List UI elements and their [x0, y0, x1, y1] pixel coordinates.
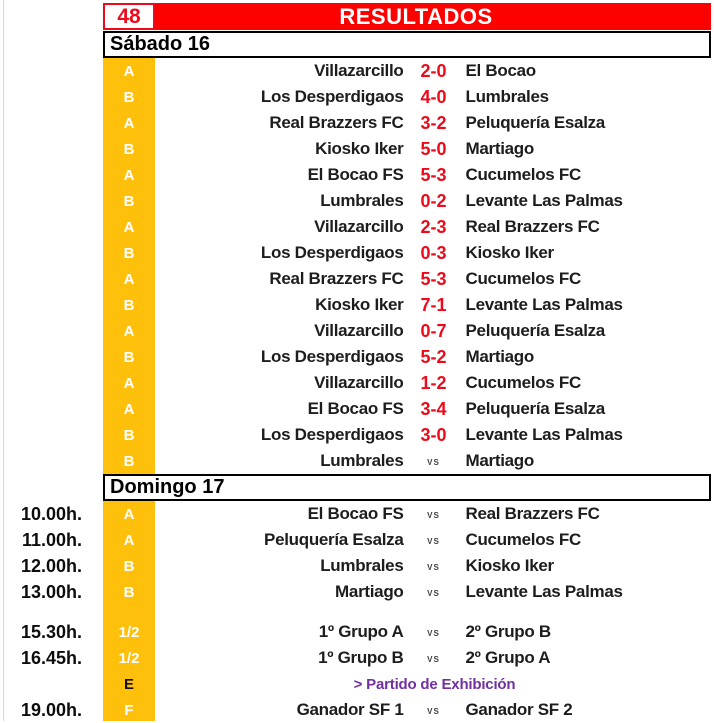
match-row: [0, 58, 714, 84]
group-tag: B: [103, 245, 155, 262]
time-label: 19.00h.: [0, 700, 103, 721]
away-team: Levante Las Palmas: [457, 425, 714, 445]
away-team: Ganador SF 2: [457, 700, 714, 720]
match-cells: [155, 370, 714, 396]
away-team: Lumbrales: [457, 87, 714, 107]
match-cells: [155, 240, 714, 266]
group-tag: A: [103, 115, 155, 132]
group-tag: A: [103, 271, 155, 288]
group-tag: B: [103, 584, 155, 601]
match-cells: [155, 553, 714, 579]
score: vs: [411, 585, 457, 599]
home-team: Los Desperdigaos: [155, 87, 411, 107]
match-cells: [155, 619, 714, 645]
score: 0-2: [411, 191, 457, 212]
match-row: [0, 370, 714, 396]
home-team: Lumbrales: [155, 451, 411, 471]
home-team: Ganador SF 1: [155, 700, 411, 720]
away-team: Kiosko Iker: [457, 556, 714, 576]
match-row: [0, 527, 714, 553]
match-row: [0, 214, 714, 240]
home-team: Los Desperdigaos: [155, 347, 411, 367]
home-team: Real Brazzers FC: [155, 269, 411, 289]
score: 0-3: [411, 243, 457, 264]
away-team: Peluquería Esalza: [457, 321, 714, 341]
away-team: Peluquería Esalza: [457, 399, 714, 419]
home-team: Martiago: [155, 582, 411, 602]
away-team: Martiago: [457, 347, 714, 367]
home-team: Villazarcillo: [155, 217, 411, 237]
group-tag: B: [103, 453, 155, 470]
time-label: 11.00h.: [0, 530, 103, 551]
group-tag: A: [103, 375, 155, 392]
score: vs: [411, 651, 457, 665]
match-cells: [155, 188, 714, 214]
score: 5-3: [411, 165, 457, 186]
home-team: Villazarcillo: [155, 321, 411, 341]
group-tag: A: [103, 532, 155, 549]
match-row: [0, 619, 714, 645]
score: 5-3: [411, 269, 457, 290]
match-row: [0, 136, 714, 162]
match-row: [0, 553, 714, 579]
page-title: RESULTADOS: [155, 3, 711, 30]
match-cells: [155, 58, 714, 84]
sheet-header: [103, 3, 711, 30]
home-team: Peluquería Esalza: [155, 530, 411, 550]
time-label: 16.45h.: [0, 648, 103, 669]
group-tag: B: [103, 349, 155, 366]
home-team: El Bocao FS: [155, 504, 411, 524]
away-team: 2º Grupo B: [457, 622, 714, 642]
note-text: > Partido de Exhibición: [155, 676, 714, 693]
match-cells: [155, 448, 714, 474]
match-row: [0, 110, 714, 136]
away-team: Cucumelos FC: [457, 530, 714, 550]
score: 1-2: [411, 373, 457, 394]
match-cells: [155, 136, 714, 162]
score: vs: [411, 559, 457, 573]
group-tag: B: [103, 141, 155, 158]
score: 2-0: [411, 61, 457, 82]
match-row: [0, 422, 714, 448]
home-team: Kiosko Iker: [155, 139, 411, 159]
home-team: Los Desperdigaos: [155, 243, 411, 263]
match-row: [0, 344, 714, 370]
home-team: El Bocao FS: [155, 165, 411, 185]
score: 4-0: [411, 87, 457, 108]
match-row: [0, 318, 714, 344]
match-cells: [155, 527, 714, 553]
match-cells: [155, 214, 714, 240]
match-row: [0, 697, 714, 723]
time-label: 15.30h.: [0, 622, 103, 643]
match-cells: [155, 579, 714, 605]
day-header: [103, 31, 711, 58]
away-team: Martiago: [457, 139, 714, 159]
match-row: [0, 188, 714, 214]
match-cells: [155, 110, 714, 136]
match-cells: [155, 645, 714, 671]
score: vs: [411, 625, 457, 639]
home-team: Lumbrales: [155, 556, 411, 576]
group-tag: A: [103, 167, 155, 184]
score: 5-0: [411, 139, 457, 160]
home-team: El Bocao FS: [155, 399, 411, 419]
home-team: Los Desperdigaos: [155, 425, 411, 445]
note-row: [0, 671, 714, 697]
match-cells: [155, 266, 714, 292]
results-content: [0, 31, 714, 723]
match-cells: [155, 671, 714, 697]
away-team: Cucumelos FC: [457, 269, 714, 289]
score: vs: [411, 454, 457, 468]
away-team: Peluquería Esalza: [457, 113, 714, 133]
time-label: 10.00h.: [0, 504, 103, 525]
group-tag: B: [103, 427, 155, 444]
away-team: Levante Las Palmas: [457, 582, 714, 602]
away-team: Cucumelos FC: [457, 165, 714, 185]
match-cells: [155, 318, 714, 344]
match-row: [0, 240, 714, 266]
score: 2-3: [411, 217, 457, 238]
match-cells: [155, 162, 714, 188]
group-tag: A: [103, 401, 155, 418]
day-header: [103, 474, 711, 501]
away-team: Levante Las Palmas: [457, 295, 714, 315]
away-team: El Bocao: [457, 61, 714, 81]
home-team: Villazarcillo: [155, 373, 411, 393]
home-team: Real Brazzers FC: [155, 113, 411, 133]
spacer-row: [0, 605, 714, 619]
match-row: [0, 162, 714, 188]
away-team: 2º Grupo A: [457, 648, 714, 668]
group-tag: A: [103, 219, 155, 236]
home-team: Kiosko Iker: [155, 295, 411, 315]
away-team: Levante Las Palmas: [457, 191, 714, 211]
match-cells: [155, 292, 714, 318]
away-team: Kiosko Iker: [457, 243, 714, 263]
score: vs: [411, 507, 457, 521]
away-team: Real Brazzers FC: [457, 217, 714, 237]
match-row: [0, 579, 714, 605]
match-cells: [155, 422, 714, 448]
day-header-title: Domingo 17: [110, 476, 224, 499]
group-tag: 1/2: [103, 624, 155, 641]
group-tag: B: [103, 193, 155, 210]
group-tag: 1/2: [103, 650, 155, 667]
group-tag: A: [103, 323, 155, 340]
group-tag: A: [103, 506, 155, 523]
score: 3-0: [411, 425, 457, 446]
score: 0-7: [411, 321, 457, 342]
group-tag: A: [103, 63, 155, 80]
score: 3-2: [411, 113, 457, 134]
group-tag: F: [103, 702, 155, 719]
group-tag: B: [103, 558, 155, 575]
home-team: 1º Grupo A: [155, 622, 411, 642]
match-cells: [155, 501, 714, 527]
match-row: [0, 645, 714, 671]
group-tag: B: [103, 297, 155, 314]
match-row: [0, 292, 714, 318]
day-header-title: Sábado 16: [110, 33, 210, 56]
score: 5-2: [411, 347, 457, 368]
away-team: Martiago: [457, 451, 714, 471]
score: vs: [411, 533, 457, 547]
match-cells: [155, 84, 714, 110]
away-team: Real Brazzers FC: [457, 504, 714, 524]
match-row: [0, 266, 714, 292]
match-row: [0, 84, 714, 110]
away-team: Cucumelos FC: [457, 373, 714, 393]
time-label: 13.00h.: [0, 582, 103, 603]
match-row: [0, 501, 714, 527]
home-team: Villazarcillo: [155, 61, 411, 81]
score: vs: [411, 703, 457, 717]
score: 7-1: [411, 295, 457, 316]
group-tag: B: [103, 89, 155, 106]
score: 3-4: [411, 399, 457, 420]
home-team: Lumbrales: [155, 191, 411, 211]
group-tag: E: [103, 676, 155, 693]
home-team: 1º Grupo B: [155, 648, 411, 668]
match-day-number: 48: [103, 3, 155, 30]
match-cells: [155, 344, 714, 370]
match-cells: [155, 396, 714, 422]
match-row: [0, 448, 714, 474]
time-label: 12.00h.: [0, 556, 103, 577]
match-row: [0, 396, 714, 422]
match-cells: [155, 697, 714, 723]
